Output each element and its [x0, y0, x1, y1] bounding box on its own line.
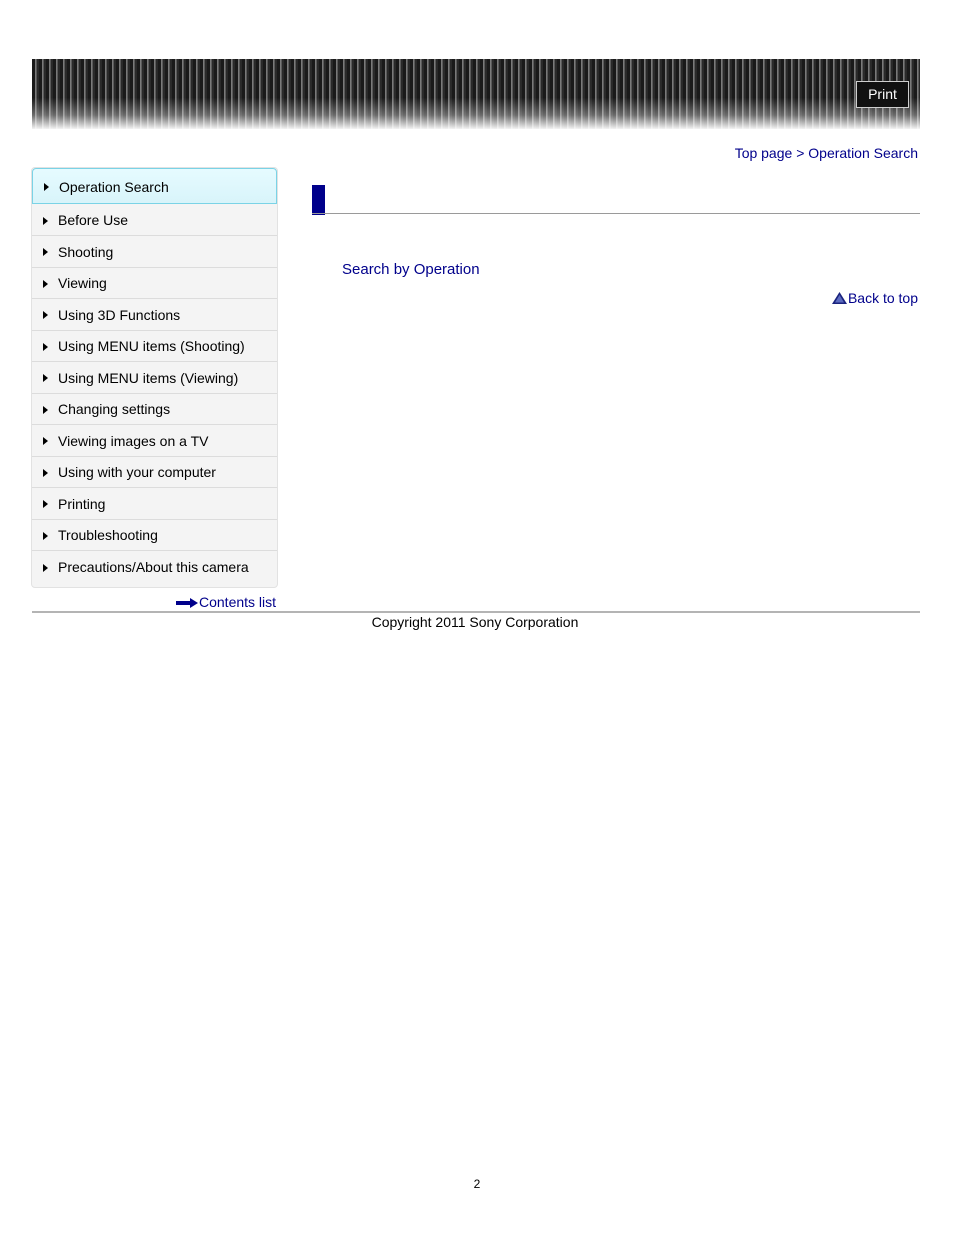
triangle-right-icon	[43, 500, 48, 508]
search-by-operation-link[interactable]: Search by Operation	[342, 261, 480, 278]
sidebar-item-menu-viewing[interactable]	[32, 362, 277, 394]
sidebar-item-label: Viewing images on a TV	[58, 432, 209, 449]
back-to-top-link[interactable]	[832, 290, 918, 306]
triangle-right-icon	[43, 469, 48, 477]
breadcrumb-current-link[interactable]: Operation Search	[808, 145, 918, 161]
triangle-right-icon	[43, 217, 48, 225]
sidebar-item-label: Changing settings	[58, 401, 171, 417]
sidebar-nav	[31, 167, 278, 588]
sidebar-item-menu-shooting[interactable]	[32, 330, 277, 362]
sidebar-item-label: Using MENU items (Viewing)	[58, 369, 239, 386]
triangle-right-icon	[43, 343, 48, 351]
sidebar-item-label: Using MENU items (Shooting)	[58, 338, 245, 354]
sidebar-item-changing-settings[interactable]	[32, 393, 277, 425]
sidebar-item-viewing-on-tv[interactable]	[32, 425, 277, 457]
triangle-right-icon	[43, 406, 48, 414]
print-button[interactable]: Print	[856, 81, 909, 108]
sidebar-item-before-use[interactable]	[32, 204, 277, 236]
sidebar-item-precautions[interactable]	[32, 551, 277, 583]
triangle-right-icon	[43, 280, 48, 288]
footer-divider	[32, 611, 920, 613]
sidebar-item-label: Printing	[58, 495, 106, 512]
sidebar-item-label: Using 3D Functions	[58, 306, 181, 323]
sidebar-item-label: Viewing	[58, 275, 107, 291]
triangle-right-icon	[44, 183, 49, 191]
back-to-top-label: Back to top	[847, 290, 918, 306]
triangle-right-icon	[43, 311, 48, 319]
breadcrumb-separator: >	[796, 145, 805, 161]
copyright-text: Copyright 2011 Sony Corporation	[371, 614, 579, 630]
sidebar-item-computer[interactable]	[32, 456, 277, 488]
triangle-right-icon	[43, 564, 48, 572]
arrow-right-icon	[176, 598, 198, 608]
breadcrumb	[735, 145, 918, 161]
header-banner	[32, 59, 920, 129]
triangle-right-icon	[43, 437, 48, 445]
page-number: 2	[473, 1177, 481, 1191]
heading-accent-bar	[312, 185, 325, 215]
sidebar-item-troubleshooting[interactable]	[32, 519, 277, 551]
sidebar-item-label: Shooting	[58, 243, 114, 260]
triangle-right-icon	[43, 248, 48, 256]
sidebar-item-label: Before Use	[58, 212, 129, 228]
triangle-right-icon	[43, 374, 48, 382]
triangle-right-icon	[43, 532, 48, 540]
sidebar-item-operation-search[interactable]	[32, 168, 277, 204]
sidebar-item-label: Precautions/About this camera	[58, 558, 249, 575]
sidebar-item-viewing[interactable]	[32, 267, 277, 299]
sidebar-item-shooting[interactable]	[32, 236, 277, 268]
triangle-up-icon	[832, 292, 847, 304]
sidebar-item-3d-functions[interactable]	[32, 299, 277, 331]
sidebar-item-label: Operation Search	[59, 179, 169, 195]
breadcrumb-top-page-link[interactable]: Top page	[734, 145, 793, 161]
contents-list-link[interactable]	[176, 594, 276, 610]
contents-list-label: Contents list	[199, 594, 277, 610]
sidebar-item-label: Using with your computer	[58, 464, 216, 480]
heading-divider	[312, 213, 920, 214]
sidebar-item-printing[interactable]	[32, 488, 277, 520]
sidebar-item-label: Troubleshooting	[58, 527, 158, 543]
